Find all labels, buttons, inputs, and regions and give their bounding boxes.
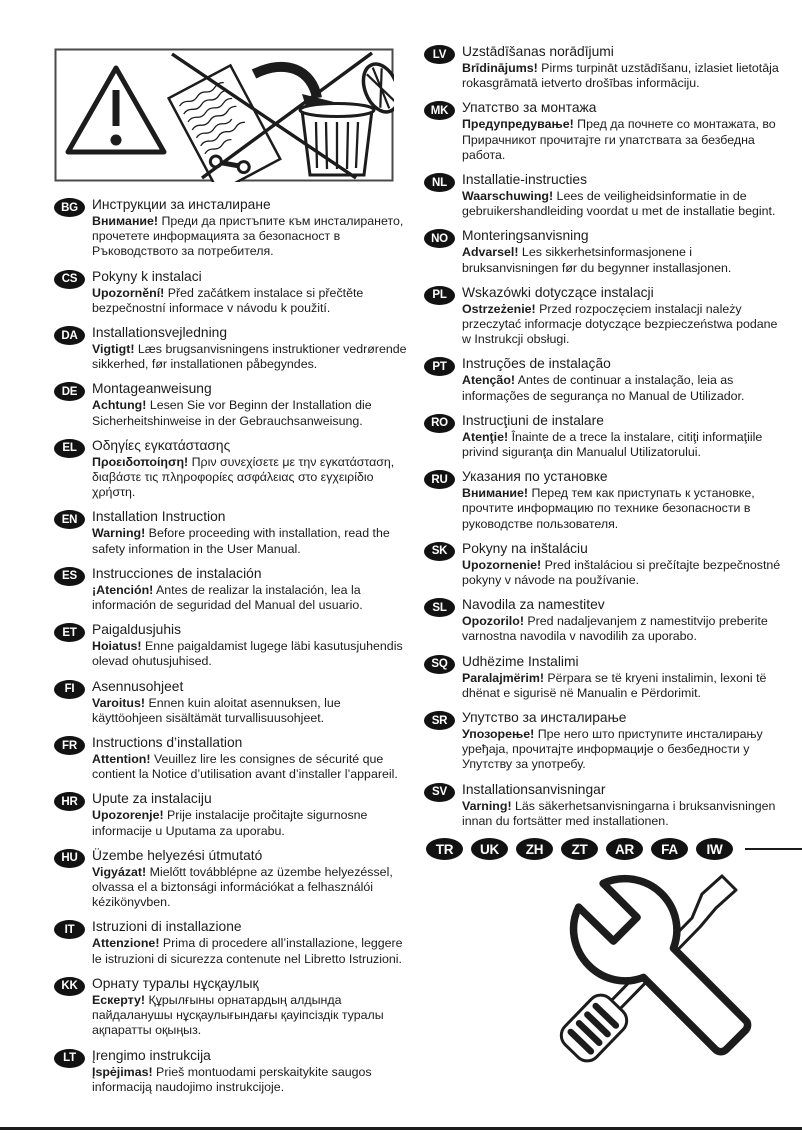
section-title: Asennusohjeet <box>92 678 184 694</box>
language-code-badge: RO <box>424 414 455 433</box>
body-text: Lees de veiligheidsinformatie in de gebruikershandleiding voordat u met de installatie begint. <box>462 189 776 219</box>
section-body <box>462 614 782 644</box>
section-body <box>462 558 782 588</box>
warning-word: Attenzione! <box>92 936 160 951</box>
section-title: Указания по установке <box>462 469 608 485</box>
language-section <box>424 228 782 275</box>
right-arrow-icon <box>745 843 802 855</box>
section-title: Upute za instalaciju <box>92 791 212 807</box>
warning-word: Vigyázat! <box>92 864 147 879</box>
section-title: Montageanweisung <box>92 381 212 397</box>
section-body <box>92 583 412 613</box>
section-body <box>462 486 782 532</box>
warning-word: Upozornenie! <box>462 557 542 572</box>
body-text: Before proceeding with installation, read the safety information in the User Manual. <box>92 526 390 556</box>
section-title: Installatie-instructies <box>462 172 587 188</box>
section-body <box>462 430 782 460</box>
warning-word: Warning! <box>92 526 146 541</box>
body-text: Құрылғыны орнатардың алдында пайдаланушы нұсқаулығындағы қауіпсіздік туралы ақпаратты оқыңыз. <box>92 992 384 1038</box>
section-title: Упатство за монтажа <box>462 100 597 116</box>
section-title: Installation Instruction <box>92 509 226 525</box>
warning-word: Внимание! <box>462 486 529 501</box>
body-text: Läs säkerhetsanvisningarna i bruksanvisningen innan du fortsätter med installationen. <box>462 798 776 828</box>
body-text: Përpara se të kryeni instalimin, lexoni të dhënat e sigurisë në Manualin e Përdorimit. <box>462 670 767 700</box>
section-body <box>92 342 412 372</box>
warning-word: Упозорење! <box>462 727 535 742</box>
warning-word: Waarschuwing! <box>462 189 554 204</box>
warning-word: Varning! <box>462 798 512 813</box>
warning-word: Upozorenje! <box>92 808 164 823</box>
body-text: Před začátkem instalace si přečtěte bezpečnostní informace v návodu k použití. <box>92 285 364 315</box>
section-title: Упутство за инсталирање <box>462 710 627 726</box>
section-body <box>462 189 782 219</box>
warning-word: Vigtigt! <box>92 342 135 357</box>
language-section <box>424 597 782 644</box>
warning-word: Ескерту! <box>92 992 146 1007</box>
extra-language-badge: ZH <box>516 838 553 860</box>
extra-language-badge: TR <box>426 838 463 860</box>
section-title: Pokyny na inštaláciu <box>462 540 588 556</box>
tools-figure <box>558 866 782 1071</box>
section-title: Monteringsanvisning <box>462 228 589 244</box>
language-code-badge: MK <box>424 101 455 120</box>
section-body <box>462 117 782 163</box>
language-code-badge: NL <box>424 173 455 192</box>
language-section <box>424 285 782 348</box>
language-section <box>424 541 782 588</box>
warning-word: Opozorilo! <box>462 614 524 629</box>
language-section <box>54 197 412 260</box>
section-title: Üzembe helyezési útmutató <box>92 847 263 863</box>
section-title: Įrengimo instrukcija <box>92 1047 211 1063</box>
body-text: Ennen kuin aloitat asennuksen, lue käyttöohjeen sisältämät turvallisuusohjeet. <box>92 695 341 725</box>
body-text: Prieš montuodami perskaitykite saugos informaciją naudojimo instrukcijoje. <box>92 1064 372 1094</box>
language-section <box>54 566 412 613</box>
section-body <box>92 455 412 501</box>
language-code-badge: EL <box>54 439 85 458</box>
section-body <box>462 373 782 403</box>
body-text: Перед тем как приступать к установке, прочтите информацию по технике безопасности в руководстве пользователя. <box>462 486 755 531</box>
language-code-badge: SV <box>424 783 455 802</box>
language-section <box>424 100 782 163</box>
body-text: Înainte de a trece la instalare, citiţi informaţiile privind siguranţa din Manualul Utilizatorului. <box>462 429 763 460</box>
section-body <box>92 752 412 782</box>
language-code-badge: RU <box>424 470 455 489</box>
section-title: Οδηγίες εγκατάστασης <box>92 437 231 453</box>
warning-word: Hoiatus! <box>92 639 142 654</box>
body-text: Pred nadaljevanjem z namestitvijo preberite varnostna navodila v navodilih za uporabo. <box>462 614 768 644</box>
language-code-badge: BG <box>54 198 85 217</box>
language-section <box>54 791 412 838</box>
section-body <box>92 865 412 911</box>
language-section <box>424 413 782 460</box>
language-code-badge: HU <box>54 849 85 868</box>
section-body <box>462 245 782 275</box>
section-body <box>92 398 412 428</box>
body-text: Lesen Sie vor Beginn der Installation die Sicherheitshinweise in der Gebrauchsanweisung. <box>92 398 372 428</box>
body-text: Пре него што приступите инсталирању уређаја, прочитајте информације о безбедности у Упутству за употребу. <box>462 727 763 772</box>
warning-word: Įspėjimas! <box>92 1064 153 1079</box>
section-title: Instruções de instalação <box>462 356 611 372</box>
language-section <box>424 710 782 773</box>
language-section <box>54 325 412 372</box>
language-code-badge: ES <box>54 567 85 586</box>
warning-word: Atenção! <box>462 373 516 388</box>
warning-word: Brīdinājums! <box>462 61 538 75</box>
section-body <box>462 61 782 91</box>
language-section <box>54 509 412 556</box>
language-code-badge: HR <box>54 792 85 811</box>
body-text: Przed rozpoczęciem instalacji należy przeczytać informacje dotyczące bezpieczeństwa podane w Instrukcji obsługi. <box>462 301 778 347</box>
body-text: Antes de realizar la instalación, lea la información de seguridad del Manual del usuario. <box>92 582 363 613</box>
right-language-list <box>424 44 782 829</box>
warning-word: Paralajmërim! <box>462 670 544 685</box>
section-body <box>92 936 412 966</box>
warning-word: Предупредување! <box>462 117 574 132</box>
language-code-badge: DE <box>54 382 85 401</box>
body-text: Enne paigaldamist lugege läbi kasutusjuhendis olevad ohutusjuhised. <box>92 639 403 669</box>
language-section <box>54 848 412 911</box>
language-section <box>54 919 412 966</box>
extra-language-badge: IW <box>696 838 733 860</box>
discard-manual-warning-figure <box>54 48 412 187</box>
extra-language-badge: UK <box>471 838 508 860</box>
section-body <box>92 526 412 556</box>
warning-word: Upozornění! <box>92 285 165 300</box>
language-code-badge: IT <box>54 920 85 939</box>
language-section <box>54 1048 412 1095</box>
section-title: Navodila za namestitev <box>462 597 605 613</box>
section-body <box>92 286 412 316</box>
section-title: Udhëzime Instalimi <box>462 653 579 669</box>
section-body <box>462 727 782 773</box>
language-section <box>54 735 412 782</box>
language-code-badge: SL <box>424 598 455 617</box>
left-language-list <box>54 197 412 1095</box>
language-section <box>54 438 412 501</box>
language-code-badge: CS <box>54 270 85 289</box>
language-section <box>424 44 782 91</box>
section-title: Орнату туралы нұсқаулық <box>92 975 259 991</box>
language-code-badge: PT <box>424 357 455 376</box>
body-text: Antes de continuar a instalação, leia as informações de segurança no Manual de Utilizador. <box>462 373 745 403</box>
language-code-badge: NO <box>424 229 455 248</box>
section-body <box>92 1065 412 1095</box>
language-code-badge: LT <box>54 1049 85 1068</box>
section-title: Installationsvejledning <box>92 325 227 341</box>
section-title: Pokyny k instalaci <box>92 268 202 284</box>
warning-word: ¡Atención! <box>92 582 154 597</box>
body-text: Prije instalacije pročitajte sigurnosne informacije u Uputama za uporabu. <box>92 808 368 838</box>
warning-word: Advarsel! <box>462 245 519 260</box>
language-section <box>54 679 412 726</box>
language-code-badge: LV <box>424 45 455 64</box>
section-body <box>462 799 782 829</box>
discard-manual-prohibited-illustration <box>54 48 394 182</box>
warning-word: Внимание! <box>92 214 159 228</box>
warning-word: Attention! <box>92 752 151 767</box>
section-title: Uzstādīšanas norādījumi <box>462 44 614 59</box>
section-body <box>462 302 782 348</box>
language-code-badge: EN <box>54 510 85 529</box>
warning-word: Atenţie! <box>462 429 509 444</box>
body-text: Prima di procedere all’installazione, leggere le istruzioni di sicurezza contenute nel Libretto Istruzioni. <box>92 936 403 966</box>
language-code-badge: SR <box>424 711 455 730</box>
body-text: Πριν συνεχίσετε με την εγκατάσταση, διαβάστε τις πληροφορίες ασφάλειας στο εγχειρίδιο χρήστη. <box>92 454 395 500</box>
extra-language-badge: ZT <box>561 838 598 860</box>
language-code-badge: DA <box>54 326 85 345</box>
language-code-badge: FI <box>54 680 85 699</box>
language-code-badge: SK <box>424 542 455 561</box>
language-section <box>424 469 782 532</box>
warning-word: Achtung! <box>92 398 147 413</box>
body-text: Пред да почнете со монтажата, во Прирачникот прочитајте ги упатствата за безбедна работа. <box>462 117 776 162</box>
language-code-badge: FR <box>54 736 85 755</box>
language-section <box>54 976 412 1039</box>
section-title: Instrucţiuni de instalare <box>462 412 604 428</box>
language-section <box>54 622 412 669</box>
language-code-badge: KK <box>54 977 85 996</box>
language-section <box>424 356 782 403</box>
body-text: Les sikkerhetsinformasjonene i bruksanvisningen før du begynner installasjonen. <box>462 245 732 275</box>
section-body <box>92 214 412 260</box>
section-body <box>92 808 412 838</box>
page-bottom-rule <box>0 1127 802 1130</box>
body-text: Pirms turpināt uzstādīšanu, izlasiet lietotāja rokasgrāmatā ietverto drošības informāciju. <box>462 61 779 91</box>
section-body <box>92 696 412 726</box>
warning-word: Προειδοποίηση! <box>92 454 189 469</box>
section-title: Instrucciones de instalación <box>92 565 262 581</box>
left-column <box>54 48 412 1104</box>
body-text: Veuillez lire les consignes de sécurité que contient la Notice d’utilisation avant d’installer l’appareil. <box>92 752 398 782</box>
section-title: Istruzioni di installazione <box>92 919 242 935</box>
warning-word: Ostrzeżenie! <box>462 301 536 316</box>
section-body <box>462 671 782 701</box>
section-title: Installationsanvisningar <box>462 781 606 797</box>
language-section <box>424 782 782 829</box>
language-code-badge: ET <box>54 623 85 642</box>
extra-language-badge: AR <box>606 838 643 860</box>
wrench-and-screwdriver-icon <box>558 866 764 1066</box>
section-body <box>92 639 412 669</box>
section-title: Instructions d’installation <box>92 735 243 751</box>
extra-language-badge: FA <box>651 838 688 860</box>
language-section <box>424 654 782 701</box>
language-code-badge: PL <box>424 286 455 305</box>
language-section <box>54 381 412 428</box>
section-title: Инструкции за инсталиране <box>92 197 271 212</box>
extra-language-badges-row <box>424 838 782 860</box>
language-section <box>54 269 412 316</box>
warning-word: Varoitus! <box>92 695 146 710</box>
body-text: Преди да пристъпите към инсталирането, прочетете информацията за безопасност в Ръководството за потребителя. <box>92 214 404 259</box>
language-section <box>424 172 782 219</box>
body-text: Pred inštaláciou si prečítajte bezpečnostné pokyny v návode na používanie. <box>462 557 781 588</box>
section-title: Wskazówki dotyczące instalacji <box>462 284 654 300</box>
body-text: Mielőtt továbblépne az üzembe helyezéssel, olvassa el a biztonsági információkat a felhasználói kézikönyvben. <box>92 864 393 910</box>
section-body <box>92 993 412 1039</box>
section-title: Paigaldusjuhis <box>92 622 181 638</box>
body-text: Læs brugsanvisningens instruktioner vedrørende sikkerhed, før installationen påbegyndes. <box>92 342 407 372</box>
right-column <box>424 44 782 1071</box>
language-code-badge: SQ <box>424 655 455 674</box>
